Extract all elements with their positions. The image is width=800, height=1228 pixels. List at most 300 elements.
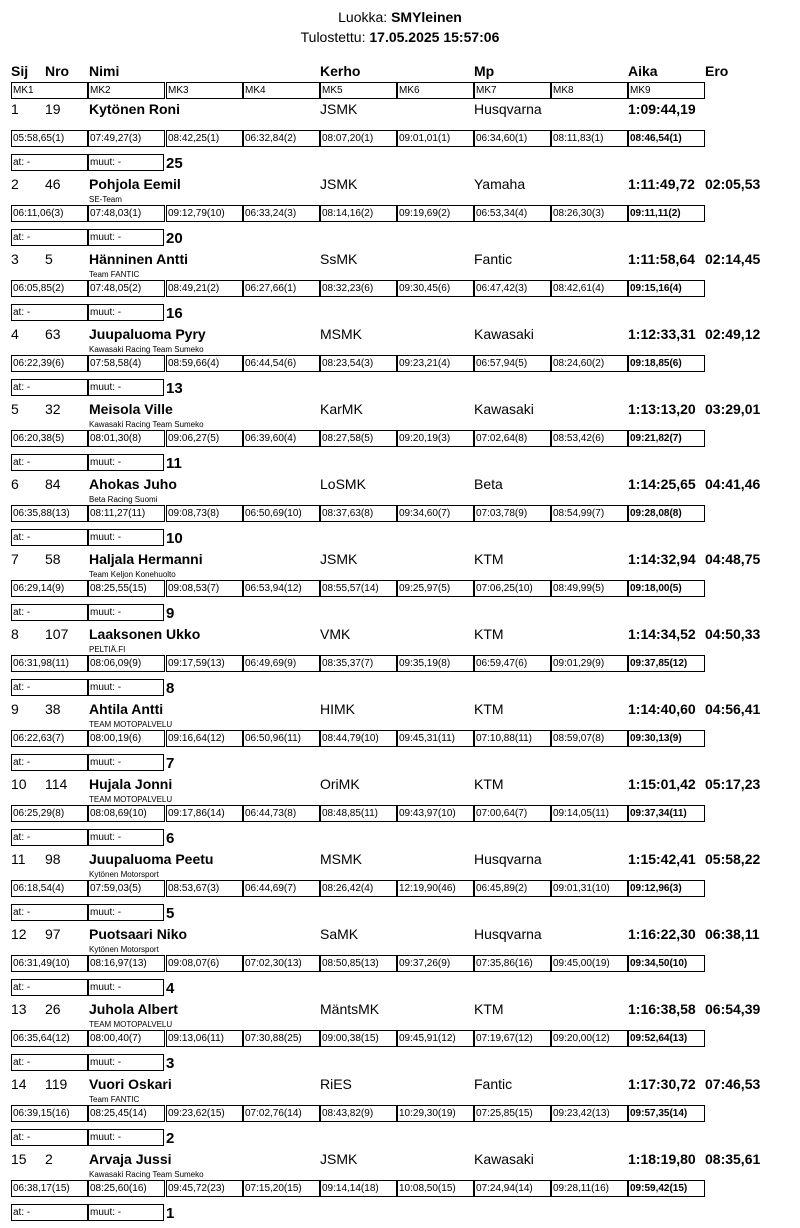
rider-club: RiES: [320, 1076, 352, 1092]
split-time-mk3: 08:42,25(1): [166, 130, 243, 147]
split-time-mk8: 09:23,42(13): [551, 1105, 628, 1122]
split-time-mk6: 09:19,69(2): [397, 205, 474, 222]
rider-row: [0, 776, 800, 851]
rider-team: Beta Racing Suomi: [89, 495, 158, 504]
split-time-mk5: 08:35,37(7): [320, 655, 397, 672]
split-time-mk5: 08:44,79(10): [320, 730, 397, 747]
rider-team: Kytönen Motorsport: [89, 870, 159, 879]
rider-name: Juupaluoma Pyry: [89, 326, 206, 342]
rider-position: 3: [11, 251, 19, 267]
muut-field: muut: -: [88, 1204, 164, 1221]
split-time-mk5: 08:32,23(6): [320, 280, 397, 297]
split-time-mk3: 09:23,62(15): [166, 1105, 243, 1122]
printed-value: 17.05.2025 15:57:06: [369, 29, 500, 45]
split-time-mk1: 06:39,15(16): [11, 1105, 88, 1122]
split-time-mk8: 08:24,60(2): [551, 355, 628, 372]
rider-club: MäntsMK: [320, 1001, 380, 1017]
at-field: at: -: [11, 1129, 88, 1146]
split-time-mk4: 06:27,66(1): [243, 280, 320, 297]
rider-time-difference: 04:41,46: [705, 476, 761, 492]
rider-row: [0, 1001, 800, 1076]
muut-field: muut: -: [88, 754, 164, 771]
rider-bike: KTM: [474, 551, 504, 567]
rider-club: JSMK: [320, 101, 358, 117]
rider-club: MSMK: [320, 851, 362, 867]
rider-name: Hänninen Antti: [89, 251, 189, 267]
split-header-mk4: MK4: [243, 82, 320, 99]
split-time-mk2: 08:08,69(10): [88, 805, 165, 822]
split-time-mk7: 07:06,25(10): [474, 580, 551, 597]
rider-time-difference: 05:17,23: [705, 776, 761, 792]
split-time-mk4: 06:44,73(8): [243, 805, 320, 822]
split-time-mk3: 09:08,53(7): [166, 580, 243, 597]
rider-club: VMK: [320, 626, 351, 642]
split-time-mk2: 07:48,05(2): [88, 280, 165, 297]
rider-points: 20: [166, 230, 183, 247]
rider-position: 10: [11, 776, 27, 792]
rider-position: 12: [11, 926, 27, 942]
split-time-mk6: 09:34,60(7): [397, 505, 474, 522]
split-time-mk1: 06:22,39(6): [11, 355, 88, 372]
rider-club: JSMK: [320, 1151, 358, 1167]
muut-field: muut: -: [88, 829, 164, 846]
split-time-mk8: 08:54,99(7): [551, 505, 628, 522]
rider-team: TEAM MOTOPALVELU: [89, 720, 173, 729]
at-field: at: -: [11, 379, 88, 396]
rider-team: Kawasaki Racing Team Sumeko: [89, 420, 204, 429]
muut-field: muut: -: [88, 529, 164, 546]
rider-time-difference: 08:35,61: [705, 1151, 761, 1167]
rider-number: 38: [45, 701, 61, 717]
split-time-mk7: 06:57,94(5): [474, 355, 551, 372]
muut-field: muut: -: [88, 454, 164, 471]
at-field: at: -: [11, 604, 88, 621]
split-time-mk3: 09:08,73(8): [166, 505, 243, 522]
split-time-mk9: 09:52,64(13): [628, 1030, 705, 1047]
col-mp: Mp: [474, 63, 495, 79]
muut-field: muut: -: [88, 679, 164, 696]
split-header-mk7: MK7: [474, 82, 551, 99]
col-ero: Ero: [705, 63, 729, 79]
split-time-mk8: 09:01,31(10): [551, 880, 628, 897]
rider-number: 2: [45, 1151, 53, 1167]
rider-club: OriMK: [320, 776, 360, 792]
split-time-mk1: 06:20,38(5): [11, 430, 88, 447]
split-time-mk7: 07:35,86(16): [474, 955, 551, 972]
rider-points: 11: [166, 455, 182, 472]
split-time-mk9: 09:21,82(7): [628, 430, 705, 447]
rider-team: TEAM MOTOPALVELU: [89, 1020, 173, 1029]
split-time-mk6: 12:19,90(46): [397, 880, 474, 897]
split-time-mk2: 08:11,27(11): [88, 505, 165, 522]
split-time-mk7: 07:00,64(7): [474, 805, 551, 822]
rider-position: 14: [11, 1076, 27, 1092]
split-time-mk2: 08:16,97(13): [88, 955, 165, 972]
split-time-mk4: 07:02,30(13): [243, 955, 320, 972]
rider-points: 6: [166, 830, 175, 847]
rider-name: Juhola Albert: [89, 1001, 178, 1017]
rider-points: 25: [166, 155, 183, 172]
split-time-mk3: 09:16,64(12): [166, 730, 243, 747]
rider-total-time: 1:14:25,65: [628, 476, 696, 492]
rider-name: Arvaja Jussi: [89, 1151, 172, 1167]
split-time-mk9: 09:28,08(8): [628, 505, 705, 522]
rider-total-time: 1:09:44,19: [628, 101, 696, 117]
rider-total-time: 1:11:49,72: [628, 176, 695, 192]
split-time-mk3: 09:08,07(6): [166, 955, 243, 972]
rider-points: 1: [166, 1205, 175, 1222]
rider-row: [0, 326, 800, 401]
rider-team: SE-Team: [89, 195, 122, 204]
split-time-mk2: 08:25,55(15): [88, 580, 165, 597]
rider-bike: KTM: [474, 1001, 504, 1017]
rider-total-time: 1:12:33,31: [628, 326, 696, 342]
split-time-mk6: 09:25,97(5): [397, 580, 474, 597]
muut-field: muut: -: [88, 304, 164, 321]
rider-number: 26: [45, 1001, 61, 1017]
split-time-mk7: 06:45,89(2): [474, 880, 551, 897]
split-time-mk2: 07:58,58(4): [88, 355, 165, 372]
rider-total-time: 1:14:34,52: [628, 626, 696, 642]
split-header-mk8: MK8: [551, 82, 628, 99]
split-time-mk6: 09:30,45(6): [397, 280, 474, 297]
rider-points: 7: [166, 755, 175, 772]
rider-bike: Husqvarna: [474, 101, 542, 117]
rider-bike: Fantic: [474, 1076, 513, 1092]
class-label: Luokka:: [338, 9, 388, 25]
rider-club: MSMK: [320, 326, 362, 342]
split-time-mk7: 07:10,88(11): [474, 730, 551, 747]
split-time-mk5: 08:37,63(8): [320, 505, 397, 522]
split-time-mk6: 09:23,21(4): [397, 355, 474, 372]
split-time-mk9: 09:37,34(11): [628, 805, 705, 822]
rider-row: [0, 101, 800, 176]
split-time-mk9: 09:15,16(4): [628, 280, 705, 297]
split-time-mk2: 08:25,45(14): [88, 1105, 165, 1122]
col-aika: Aika: [628, 63, 658, 79]
split-time-mk5: 08:50,85(13): [320, 955, 397, 972]
rider-number: 114: [45, 776, 68, 792]
split-time-mk5: 08:14,16(2): [320, 205, 397, 222]
rider-total-time: 1:18:19,80: [628, 1151, 696, 1167]
split-time-mk1: 06:18,54(4): [11, 880, 88, 897]
muut-field: muut: -: [88, 229, 164, 246]
rider-points: 16: [166, 305, 183, 322]
rider-name: Ahokas Juho: [89, 476, 177, 492]
rider-bike: Kawasaki: [474, 326, 534, 342]
col-nro: Nro: [45, 63, 70, 79]
split-time-mk1: 06:25,29(8): [11, 805, 88, 822]
split-time-mk4: 06:32,84(2): [243, 130, 320, 147]
split-time-mk4: 06:50,96(11): [243, 730, 320, 747]
rider-total-time: 1:13:13,20: [628, 401, 696, 417]
rider-club: HIMK: [320, 701, 355, 717]
rider-bike: Husqvarna: [474, 926, 542, 942]
rider-time-difference: 02:05,53: [705, 176, 761, 192]
split-time-mk2: 08:06,09(9): [88, 655, 165, 672]
rider-position: 15: [11, 1151, 27, 1167]
split-time-mk4: 06:39,60(4): [243, 430, 320, 447]
at-field: at: -: [11, 229, 88, 246]
at-field: at: -: [11, 1204, 88, 1221]
rider-bike: Beta: [474, 476, 503, 492]
rider-row: [0, 1076, 800, 1151]
split-header-mk1: MK1: [11, 82, 88, 99]
at-field: at: -: [11, 829, 88, 846]
rider-time-difference: 04:48,75: [705, 551, 761, 567]
split-time-mk5: 09:00,38(15): [320, 1030, 397, 1047]
split-time-mk3: 09:17,86(14): [166, 805, 243, 822]
split-time-mk5: 08:07,20(1): [320, 130, 397, 147]
split-time-mk5: 08:27,58(5): [320, 430, 397, 447]
muut-field: muut: -: [88, 1054, 164, 1071]
split-time-mk4: 06:33,24(3): [243, 205, 320, 222]
rider-name: Laaksonen Ukko: [89, 626, 201, 642]
split-time-mk8: 09:45,00(19): [551, 955, 628, 972]
split-time-mk6: 10:29,30(19): [397, 1105, 474, 1122]
rider-number: 46: [45, 176, 61, 192]
rider-bike: KTM: [474, 776, 504, 792]
rider-name: Puotsaari Niko: [89, 926, 188, 942]
split-time-mk8: 09:01,29(9): [551, 655, 628, 672]
rider-position: 13: [11, 1001, 27, 1017]
split-time-mk8: 08:53,42(6): [551, 430, 628, 447]
split-time-mk9: 09:12,96(3): [628, 880, 705, 897]
split-time-mk9: 09:18,00(5): [628, 580, 705, 597]
split-time-mk6: 09:43,97(10): [397, 805, 474, 822]
rider-team: Kawasaki Racing Team Sumeko: [89, 345, 204, 354]
muut-field: muut: -: [88, 979, 164, 996]
split-time-mk3: 08:59,66(4): [166, 355, 243, 372]
rider-total-time: 1:15:42,41: [628, 851, 696, 867]
rider-position: 4: [11, 326, 19, 342]
rider-position: 8: [11, 626, 19, 642]
split-time-mk4: 07:15,20(15): [243, 1180, 320, 1197]
split-time-mk8: 08:11,83(1): [551, 130, 628, 147]
rider-number: 107: [45, 626, 69, 642]
rider-club: JSMK: [320, 551, 358, 567]
split-header-mk2: MK2: [88, 82, 165, 99]
split-time-mk9: 09:11,11(2): [628, 205, 705, 222]
split-time-mk5: 08:43,82(9): [320, 1105, 397, 1122]
rider-team: Team Keljon Konehuolto: [89, 570, 176, 579]
muut-field: muut: -: [88, 154, 164, 171]
rider-number: 97: [45, 926, 61, 942]
rider-time-difference: 02:14,45: [705, 251, 761, 267]
rider-club: JSMK: [320, 176, 358, 192]
col-sij: Sij: [11, 63, 29, 79]
split-time-mk2: 07:49,27(3): [88, 130, 165, 147]
split-time-mk4: 06:49,69(9): [243, 655, 320, 672]
rider-number: 84: [45, 476, 61, 492]
split-time-mk7: 06:53,34(4): [474, 205, 551, 222]
rider-points: 9: [166, 605, 175, 622]
split-time-mk5: 08:26,42(4): [320, 880, 397, 897]
rider-bike: KTM: [474, 701, 504, 717]
at-field: at: -: [11, 529, 88, 546]
split-time-mk3: 09:12,79(10): [166, 205, 243, 222]
rider-row: [0, 701, 800, 776]
rider-number: 119: [45, 1076, 68, 1092]
split-time-mk7: 07:03,78(9): [474, 505, 551, 522]
rider-team: PELTIÄ.FI: [89, 645, 126, 654]
rider-time-difference: 07:46,53: [705, 1076, 761, 1092]
class-line: [0, 7, 800, 27]
split-time-mk9: 09:57,35(14): [628, 1105, 705, 1122]
split-time-mk7: 07:02,64(8): [474, 430, 551, 447]
rider-total-time: 1:16:22,30: [628, 926, 696, 942]
split-time-mk5: 08:23,54(3): [320, 355, 397, 372]
split-time-mk1: 06:22,63(7): [11, 730, 88, 747]
rider-position: 5: [11, 401, 19, 417]
rider-position: 2: [11, 176, 19, 192]
rider-position: 6: [11, 476, 19, 492]
rider-total-time: 1:11:58,64: [628, 251, 695, 267]
rider-name: Vuori Oskari: [89, 1076, 172, 1092]
split-time-mk7: 06:47,42(3): [474, 280, 551, 297]
rider-time-difference: 06:38,11: [705, 926, 760, 942]
split-time-mk4: 06:44,54(6): [243, 355, 320, 372]
split-time-mk8: 08:26,30(3): [551, 205, 628, 222]
rider-name: Pohjola Eemil: [89, 176, 181, 192]
at-field: at: -: [11, 154, 88, 171]
rider-name: Hujala Jonni: [89, 776, 173, 792]
rider-row: [0, 251, 800, 326]
at-field: at: -: [11, 979, 88, 996]
col-nimi: Nimi: [89, 63, 120, 79]
report-header: [0, 7, 800, 47]
split-time-mk1: 06:31,49(10): [11, 955, 88, 972]
split-time-mk3: 09:17,59(13): [166, 655, 243, 672]
at-field: at: -: [11, 454, 88, 471]
split-time-mk4: 06:44,69(7): [243, 880, 320, 897]
split-time-mk7: 06:59,47(6): [474, 655, 551, 672]
rider-club: SaMK: [320, 926, 359, 942]
split-time-mk5: 08:55,57(14): [320, 580, 397, 597]
split-time-mk1: 06:29,14(9): [11, 580, 88, 597]
split-time-mk1: 06:31,98(11): [11, 655, 88, 672]
class-value: SMYleinen: [391, 9, 462, 25]
rider-team: Kytönen Motorsport: [89, 945, 159, 954]
rider-row: [0, 476, 800, 551]
rider-name: Kytönen Roni: [89, 101, 180, 117]
rider-team: Team FANTIC: [89, 270, 140, 279]
split-time-mk4: 06:50,69(10): [243, 505, 320, 522]
at-field: at: -: [11, 1054, 88, 1071]
split-time-mk7: 07:19,67(12): [474, 1030, 551, 1047]
col-kerho: Kerho: [320, 63, 361, 79]
split-time-mk3: 09:06,27(5): [166, 430, 243, 447]
rider-number: 98: [45, 851, 61, 867]
muut-field: muut: -: [88, 379, 164, 396]
split-header-mk9: MK9: [628, 82, 705, 99]
rider-time-difference: 04:56,41: [705, 701, 761, 717]
rider-row: [0, 926, 800, 1001]
rider-team: TEAM MOTOPALVELU: [89, 795, 173, 804]
rider-time-difference: 02:49,12: [705, 326, 761, 342]
muut-field: muut: -: [88, 1129, 164, 1146]
muut-field: muut: -: [88, 904, 164, 921]
rider-club: KarMK: [320, 401, 363, 417]
rider-position: 7: [11, 551, 19, 567]
rider-points: 5: [166, 905, 175, 922]
split-time-mk3: 09:45,72(23): [166, 1180, 243, 1197]
rider-row: [0, 851, 800, 926]
rider-points: 10: [166, 530, 183, 547]
rider-bike: Fantic: [474, 251, 513, 267]
rider-points: 8: [166, 680, 175, 697]
split-time-mk8: 09:14,05(11): [551, 805, 628, 822]
printed-line: [0, 27, 800, 47]
split-time-mk4: 07:30,88(25): [243, 1030, 320, 1047]
rider-bike: Kawasaki: [474, 1151, 534, 1167]
split-time-mk3: 09:13,06(11): [166, 1030, 243, 1047]
rider-position: 1: [11, 101, 19, 117]
rider-total-time: 1:14:32,94: [628, 551, 696, 567]
split-time-mk2: 08:01,30(8): [88, 430, 165, 447]
split-time-mk2: 07:48,03(1): [88, 205, 165, 222]
rider-time-difference: 06:54,39: [705, 1001, 761, 1017]
split-time-mk1: 06:35,64(12): [11, 1030, 88, 1047]
split-time-mk8: 08:42,61(4): [551, 280, 628, 297]
rider-bike: Yamaha: [474, 176, 526, 192]
rider-name: Juupaluoma Peetu: [89, 851, 214, 867]
split-time-mk7: 06:34,60(1): [474, 130, 551, 147]
split-time-mk4: 07:02,76(14): [243, 1105, 320, 1122]
rider-row: [0, 626, 800, 701]
split-time-mk6: 10:08,50(15): [397, 1180, 474, 1197]
split-time-mk6: 09:45,91(12): [397, 1030, 474, 1047]
rider-club: LoSMK: [320, 476, 366, 492]
rider-name: Haljala Hermanni: [89, 551, 203, 567]
split-header-mk3: MK3: [166, 82, 243, 99]
rider-bike: KTM: [474, 626, 504, 642]
rider-total-time: 1:15:01,42: [628, 776, 696, 792]
rider-name: Meisola Ville: [89, 401, 173, 417]
rider-points: 3: [166, 1055, 175, 1072]
rider-row: [0, 551, 800, 626]
split-time-mk1: 05:58,65(1): [11, 130, 88, 147]
split-time-mk5: 08:48,85(11): [320, 805, 397, 822]
rider-bike: Husqvarna: [474, 851, 542, 867]
at-field: at: -: [11, 304, 88, 321]
split-time-mk9: 09:30,13(9): [628, 730, 705, 747]
rider-time-difference: 03:29,01: [705, 401, 761, 417]
split-time-mk7: 07:24,94(14): [474, 1180, 551, 1197]
split-time-mk9: 09:34,50(10): [628, 955, 705, 972]
rider-row: [0, 401, 800, 476]
muut-field: muut: -: [88, 604, 164, 621]
split-time-mk9: 09:37,85(12): [628, 655, 705, 672]
split-header-mk6: MK6: [397, 82, 474, 99]
rider-points: 2: [166, 1130, 175, 1147]
rider-bike: Kawasaki: [474, 401, 534, 417]
split-header-mk5: MK5: [320, 82, 397, 99]
rider-number: 63: [45, 326, 61, 342]
rider-time-difference: 05:58,22: [705, 851, 761, 867]
rider-number: 58: [45, 551, 61, 567]
split-time-mk5: 09:14,14(18): [320, 1180, 397, 1197]
rider-number: 32: [45, 401, 61, 417]
rider-club: SsMK: [320, 251, 358, 267]
rider-position: 11: [11, 851, 26, 867]
split-time-mk8: 09:20,00(12): [551, 1030, 628, 1047]
split-time-mk1: 06:35,88(13): [11, 505, 88, 522]
split-time-mk9: 08:46,54(1): [628, 130, 705, 147]
split-time-mk1: 06:05,85(2): [11, 280, 88, 297]
rider-number: 19: [45, 101, 61, 117]
split-time-mk9: 09:18,85(6): [628, 355, 705, 372]
